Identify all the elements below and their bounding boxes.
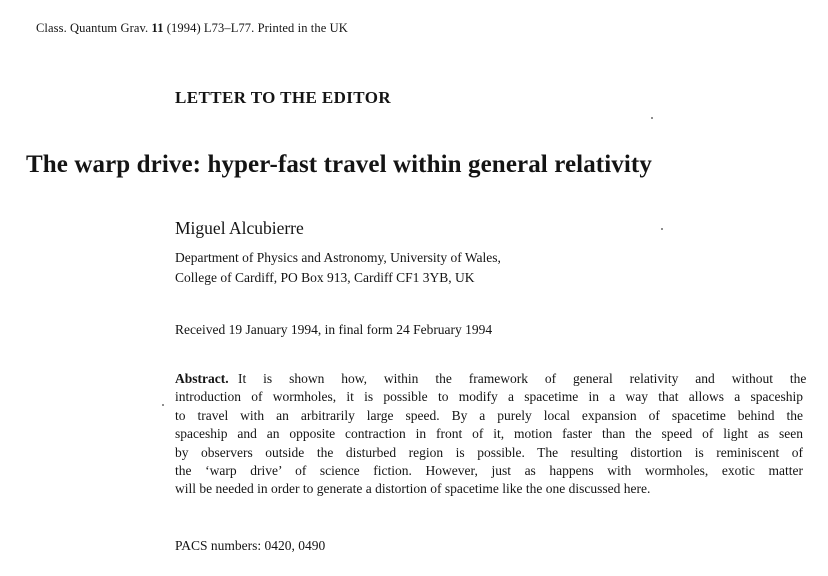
received-dates: Received 19 January 1994, in final form 24 February 1994 [175, 322, 493, 337]
section-heading: LETTER TO THE EDITOR [175, 88, 392, 107]
abstract-text-render: It is shown how, within the framework of general relativity and without the [238, 371, 807, 386]
affiliation-line-1: Department of Physics and Astronomy, University of Wales, [175, 250, 501, 265]
abstract-line [175, 388, 803, 406]
abstract-line [175, 444, 803, 462]
author-affiliation [175, 248, 501, 288]
scan-speck [661, 228, 663, 230]
affiliation-line-2: College of Cardiff, PO Box 913, Cardiff CF1 3YB, UK [175, 270, 475, 285]
journal-volume: 11 [151, 21, 164, 35]
abstract-text-render: spaceship and an opposite contraction in front of it, motion faster than the speed of light as seen [175, 426, 803, 442]
abstract-line [175, 407, 803, 425]
abstract-text-render: by observers outside the disturbed region is possible. The resulting distortion is reminiscent of [175, 444, 803, 460]
abstract-line [175, 462, 803, 480]
abstract-text-render: the ‘warp drive’ of science fiction. However, just as happens with wormholes, exotic matter [175, 463, 803, 479]
journal-pages: (1994) L73–L77. Printed in the UK [166, 21, 348, 35]
abstract-line [175, 425, 803, 443]
author-name: Miguel Alcubierre [175, 218, 304, 238]
pacs-numbers: PACS numbers: 0420, 0490 [175, 538, 326, 553]
journal-citation [36, 21, 348, 36]
journal-name: Class. Quantum Grav. [36, 21, 149, 35]
scan-speck [651, 117, 653, 119]
abstract-label: Abstract. [175, 371, 229, 386]
abstract-line [175, 370, 807, 388]
paper-title: The warp drive: hyper-fast travel within general relativity [26, 151, 652, 178]
abstract-line: will be needed in order to generate a distortion of spacetime like the one discussed here. [175, 481, 651, 497]
abstract-text-render: introduction of wormholes, it is possible to modify a spacetime in a way that allows a spaceship [175, 389, 803, 405]
scan-speck [162, 404, 164, 406]
abstract-text-render: to travel with an arbitrarily large speed. By a purely local expansion of spacetime behind the [175, 407, 803, 423]
abstract [175, 370, 807, 499]
